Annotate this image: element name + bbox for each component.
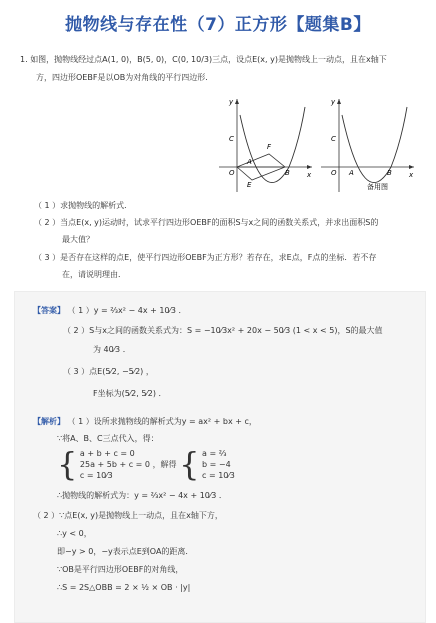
- fig-label-c: C: [229, 135, 234, 143]
- solution-c: c = 10⁄3: [202, 471, 235, 480]
- fig2-label-a: A: [349, 169, 354, 177]
- fig2-label-x: x: [409, 171, 414, 179]
- analysis-line-7: ∵OB是平行四边形OEBF的对角线，: [57, 565, 184, 574]
- question-3-line-2: 在，请说明理由．: [62, 270, 126, 279]
- system-eq-2: 25a + 5b + c = 0: [79, 460, 151, 469]
- fig2-label-b: B: [387, 169, 392, 177]
- answer-row-1: [33, 305, 187, 317]
- fig2-label-o: O: [331, 169, 337, 177]
- answer-2-line-2: 为 40⁄3 ．: [93, 345, 131, 354]
- question-3-line-1: （ 3 ）是否存在这样的点E，使平行四边形OEBF为正方形？若存在，求E点，F点的坐标．若不存: [34, 253, 377, 262]
- parabola-figures: [217, 97, 422, 197]
- figure-caption: 备用图: [367, 183, 388, 191]
- analysis-line-8: ∴S = 2S△OBB = 2 × ½ × OB · |y|: [57, 583, 191, 592]
- solution-b: b = −4: [202, 460, 231, 469]
- fig2-label-c: C: [331, 135, 336, 143]
- problem-line-1: 如图，抛物线经过点A(1, 0)，B(5, 0)，C(0, 10/3)三点，设点E(x, y)是抛物线上一动点，且在x轴下: [30, 55, 387, 64]
- analysis-line-2: ∵将A、B、C三点代入，得：: [57, 434, 159, 443]
- problem-statement: [20, 52, 425, 67]
- figure-main: [219, 98, 312, 192]
- analysis-line-6: 即−y > 0，−y表示点E到OA的距离．: [57, 547, 194, 556]
- answer-2-line-1: （ 2 ）S与x之间的函数关系式为：S = −10⁄3x² + 20x − 50⁄3 (1 < x < 5)，S的最大值: [63, 326, 383, 335]
- solve-word: ，解得: [152, 460, 177, 469]
- figure-spare: [321, 98, 414, 192]
- right-brace: {: [179, 445, 200, 484]
- answer-3-point-e: （ 3 ）点E(5⁄2, −5⁄2) ，: [63, 367, 154, 376]
- fig-label-y: y: [229, 98, 234, 106]
- analysis-row-1: [33, 416, 257, 428]
- fig-label-b: B: [285, 169, 290, 177]
- analysis-line-1: （ 1 ）设所求抛物线的解析式为y = ax² + bx + c，: [67, 417, 257, 426]
- fig-label-o: O: [229, 169, 235, 177]
- analysis-line-5: ∴y < 0，: [57, 529, 92, 538]
- question-2-line-1: （ 2 ）当点E(x, y)运动时，试求平行四边形OEBF的面积S与x之间的函数关系式，并求出面积S的: [34, 218, 379, 227]
- fig-label-f: F: [267, 143, 272, 151]
- system-eq-3: c = 10⁄3: [79, 471, 113, 480]
- analysis-line-3: ∴抛物线的解析式为：y = ⅔x² − 4x + 10⁄3 ．: [57, 491, 227, 500]
- problem-number: 1.: [20, 55, 28, 64]
- answer-3-point-f: F坐标为(5⁄2, 5⁄2) ．: [93, 389, 167, 398]
- answer-1: （ 1 ）y = ⅔x² − 4x + 10⁄3 ．: [67, 306, 187, 315]
- fig-label-e: E: [247, 181, 252, 189]
- fig-label-a: A: [247, 158, 252, 166]
- system-eq-1: a + b + c = 0: [79, 449, 135, 458]
- answer-panel: [14, 291, 426, 623]
- left-brace: {: [57, 445, 78, 484]
- equation-system: [57, 445, 235, 484]
- fig-label-x: x: [307, 171, 312, 179]
- question-2-line-2: 最大值？: [62, 235, 94, 244]
- problem-line-2: 方，四边形OEBF是以OB为对角线的平行四边形．: [36, 73, 214, 82]
- page-title: 抛物线与存在性（7）正方形【题集B】: [65, 15, 371, 35]
- solution-a: a = ⅔: [202, 449, 227, 458]
- fig2-label-y: y: [331, 98, 336, 106]
- answer-tag: 【答案】: [33, 306, 65, 315]
- question-1: （ 1 ）求抛物线的解析式．: [34, 201, 133, 210]
- analysis-line-4: （ 2 ）∵点E(x, y)是抛物线上一动点，且在x轴下方，: [33, 511, 223, 520]
- analysis-tag: 【解析】: [33, 417, 65, 426]
